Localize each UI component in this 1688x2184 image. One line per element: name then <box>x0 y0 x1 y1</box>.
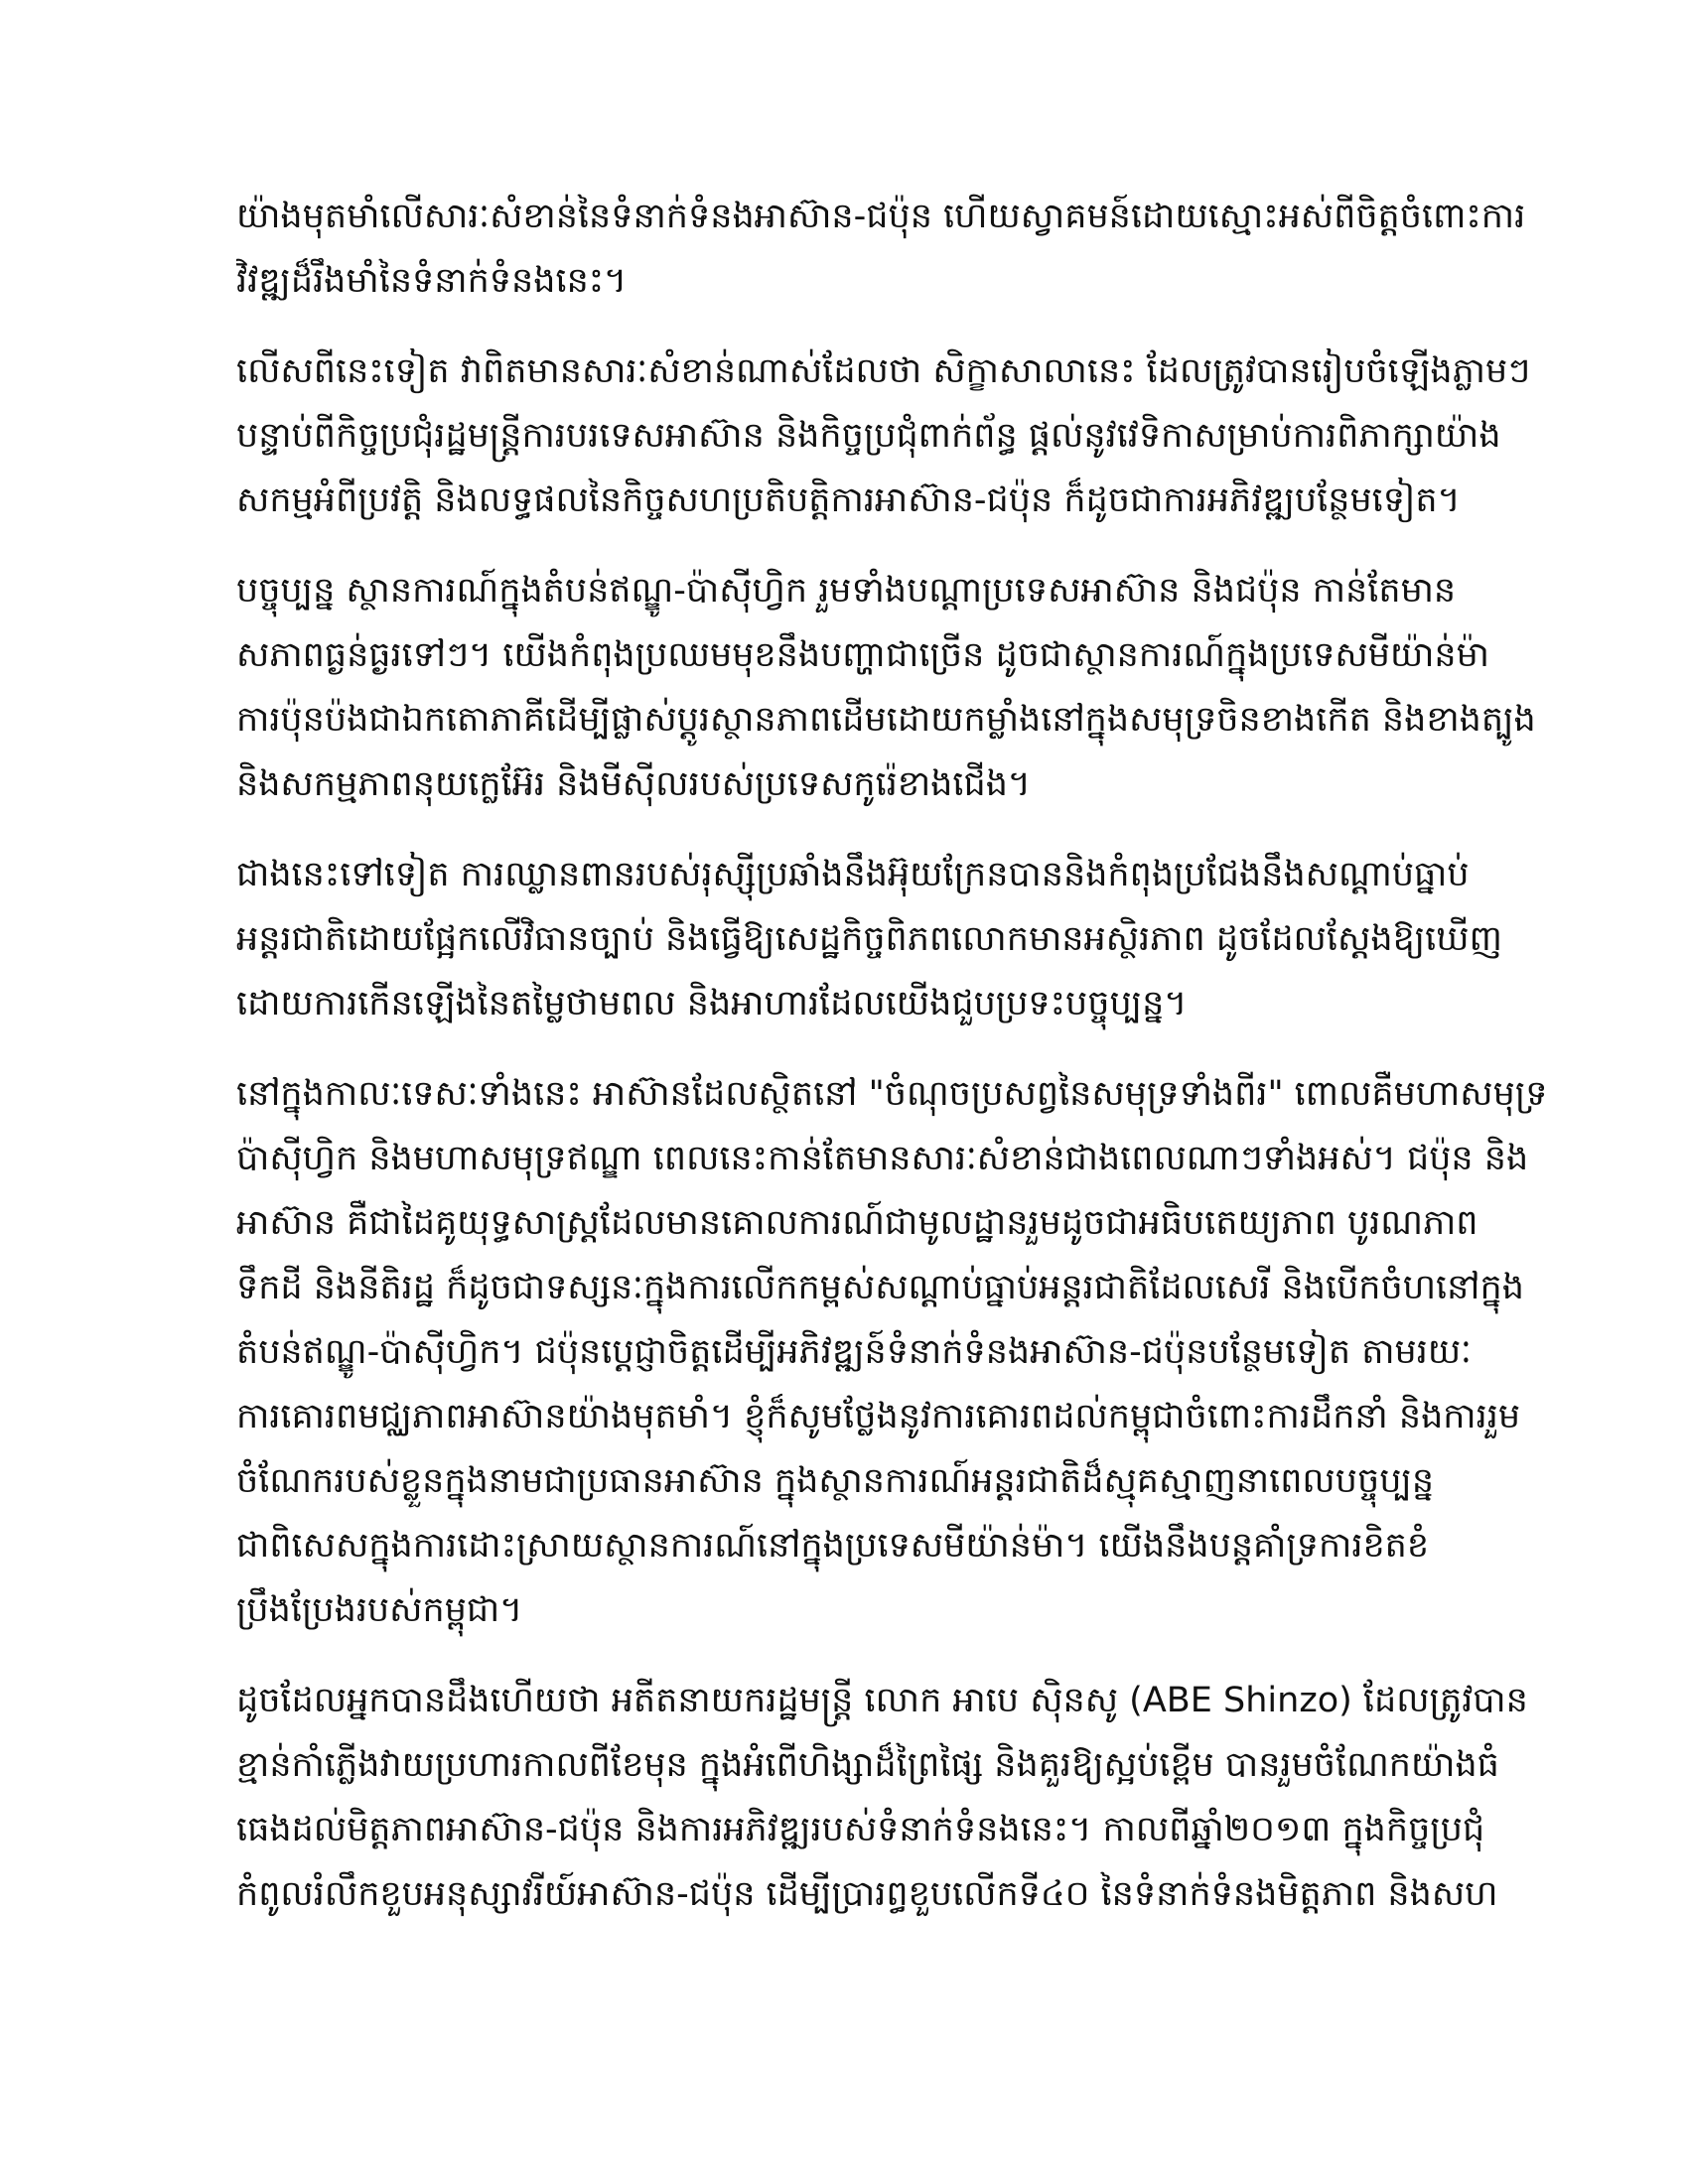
text-line: អន្តរជាតិដោយផ្អែកលើវិធានច្បាប់ និងធ្វើឱ្យសេដ្ឋកិច្ចពិភពលោកមានអស្ថិរភាព ដូចដែលស្តែងឱ្យឃើញ <box>236 919 1502 959</box>
text-line: ការគោរពមជ្ឈភាពអាស៊ានយ៉ាងមុតមាំ។ ខ្ញុំក៏សូមថ្លែងនូវការគោរពដល់កម្ពុជាចំពោះការដឹកនាំ និងការរួម <box>236 1397 1521 1436</box>
paragraph-1 <box>236 185 1547 314</box>
text-line: កំពូលរំលឹកខួបអនុស្សាវរីយ៍អាស៊ាន-ជប៉ុន ដើម្បីប្រារព្ធខួបលើកទី៤០ នៃទំនាក់ទំនងមិត្តភាព និងសហ <box>236 1874 1498 1914</box>
text-line: នៅក្នុងកាលៈទេសៈទាំងនេះ អាស៊ានដែលស្ថិតនៅ "ចំណុចប្រសព្វនៃសមុទ្រទាំងពីរ" ពោលគឺមហាសមុទ្រ <box>236 1074 1547 1114</box>
text-line: បច្ចុប្បន្ន ស្ថានការណ៍ក្នុងតំបន់ឥណ្ឌូ-ប៉ាស៊ីហ្វិក រួមទាំងបណ្តាប្រទេសអាស៊ាន និងជប៉ុន កាន់តែមាន <box>236 571 1457 611</box>
text-line: លើសពីនេះទៀត វាពិតមានសារៈសំខាន់ណាស់ដែលថា សិក្ខាសាលានេះ ដែលត្រូវបានរៀបចំឡើងភ្លាមៗ <box>236 351 1531 391</box>
text-line: ខ្មាន់កាំភ្លើងវាយប្រហារកាលពីខែមុន ក្នុងអំពើហិង្សាដ៏ព្រៃផ្សៃ និងគួរឱ្យស្អប់ខ្ពើម បានរួមចំណែកយ៉ាងធំ <box>236 1745 1499 1785</box>
paragraph-3 <box>236 559 1547 817</box>
text-line: វិវឌ្ឍដ៏រឹងមាំនៃទំនាក់ទំនងនេះ។ <box>236 261 628 301</box>
text-line: សកម្មអំពីប្រវត្តិ និងលទ្ធផលនៃកិច្ចសហប្រតិបត្តិការអាស៊ាន-ជប៉ុន ក៏ដូចជាការអភិវឌ្ឍបន្ថែមទៀត។ <box>236 480 1461 520</box>
text-line: អាស៊ាន គឺជាដៃគូយុទ្ធសាស្ត្រដែលមានគោលការណ៍ជាមូលដ្ឋានរួមដូចជាអធិបតេយ្យភាព បូរណភាព <box>236 1203 1478 1243</box>
text-line: ដោយការកើនឡើងនៃតម្លៃថាមពល និងអាហារដែលយើងជួបប្រទះបច្ចុប្បន្ន។ <box>236 984 1188 1024</box>
text-line: និងសកម្មភាពនុយក្លេអ៊ែរ និងមីស៊ីលរបស់ប្រទេសកូរ៉េខាងជើង។ <box>236 764 1031 804</box>
text-line: តំបន់ឥណ្ឌូ-ប៉ាស៊ីហ្វិក។ ជប៉ុនប្តេជ្ញាចិត្តដើម្បីអភិវឌ្ឍន៍ទំនាក់ទំនងអាស៊ាន-ជប៉ុនបន្ថែមទៀត តាមរយៈ <box>236 1332 1472 1372</box>
text-line: បន្ទាប់ពីកិច្ចប្រជុំរដ្ឋមន្ត្រីការបរទេសអាស៊ាន និងកិច្ចប្រជុំពាក់ព័ន្ធ ផ្តល់នូវវេទិកាសម្រាប់ការពិភាក្សាយ៉ាង <box>236 416 1501 456</box>
paragraph-2 <box>236 340 1547 533</box>
text-line: ជាពិសេសក្នុងការដោះស្រាយស្ថានការណ៍នៅក្នុងប្រទេសមីយ៉ាន់ម៉ា។ យើងនឹងបន្តគាំទ្រការខិតខំ <box>236 1526 1430 1566</box>
text-line: ធេងដល់មិត្តភាពអាស៊ាន-ជប៉ុន និងការអភិវឌ្ឍរបស់ទំនាក់ទំនងនេះ។ កាលពីឆ្នាំ២០១៣ ក្នុងកិច្ចប្រជុំ <box>236 1810 1485 1849</box>
paragraph-6 <box>236 1669 1547 1927</box>
text-line: ដូចដែលអ្នកបានដឹងហើយថា អតីតនាយករដ្ឋមន្ត្រី លោក អាបេ ស៊ិនសូ (ABE Shinzo) ដែលត្រូវបាន <box>236 1681 1528 1720</box>
text-line: ចំណែករបស់ខ្លួនក្នុងនាមជាប្រធានអាស៊ាន ក្នុងស្ថានការណ៍អន្តរជាតិដ៏ស្មុគស្មាញនាពេលបច្ចុប្បន្ន <box>236 1461 1435 1501</box>
text-line: សភាពធ្ងន់ធ្ងរទៅៗ។ យើងកំពុងប្រឈមមុខនឹងបញ្ហាជាច្រើន ដូចជាស្ថានការណ៍ក្នុងប្រទេសមីយ៉ាន់ម៉ា <box>236 635 1489 675</box>
paragraph-5 <box>236 1062 1547 1643</box>
text-line: យ៉ាងមុតមាំលើសារៈសំខាន់នៃទំនាក់ទំនងអាស៊ាន-ជប៉ុន ហើយស្វាគមន៍ដោយស្មោះអស់ពីចិត្តចំពោះការ <box>236 197 1526 236</box>
text-line: ការប៉ុនប៉ងជាឯកតោភាគីដើម្បីផ្លាស់ប្តូរស្ថានភាពដើមដោយកម្លាំងនៅក្នុងសមុទ្រចិនខាងកើត និងខាងត្បូង <box>236 700 1536 740</box>
text-line: ទឹកដី និងនីតិរដ្ឋ ក៏ដូចជាទស្សនៈក្នុងការលើកកម្ពស់សណ្តាប់ធ្នាប់អន្តរជាតិដែលសេរី និងបើកចំហនៅក្នុង <box>236 1268 1524 1307</box>
text-line: ប៉ាស៊ីហ្វិក និងមហាសមុទ្រឥណ្ឌា ពេលនេះកាន់តែមានសារៈសំខាន់ជាងពេលណាៗទាំងអស់។ ជប៉ុន និង <box>236 1139 1529 1178</box>
text-line: ប្រឹងប្រែងរបស់កម្ពុជា។ <box>236 1590 523 1630</box>
body-text <box>236 185 1547 1953</box>
text-line: ជាងនេះទៅទៀត ការឈ្លានពានរបស់រុស្ស៊ីប្រឆាំងនឹងអ៊ុយក្រែនបាននិងកំពុងប្រជែងនឹងសណ្តាប់ធ្នាប់ <box>236 855 1470 894</box>
paragraph-4 <box>236 843 1547 1036</box>
